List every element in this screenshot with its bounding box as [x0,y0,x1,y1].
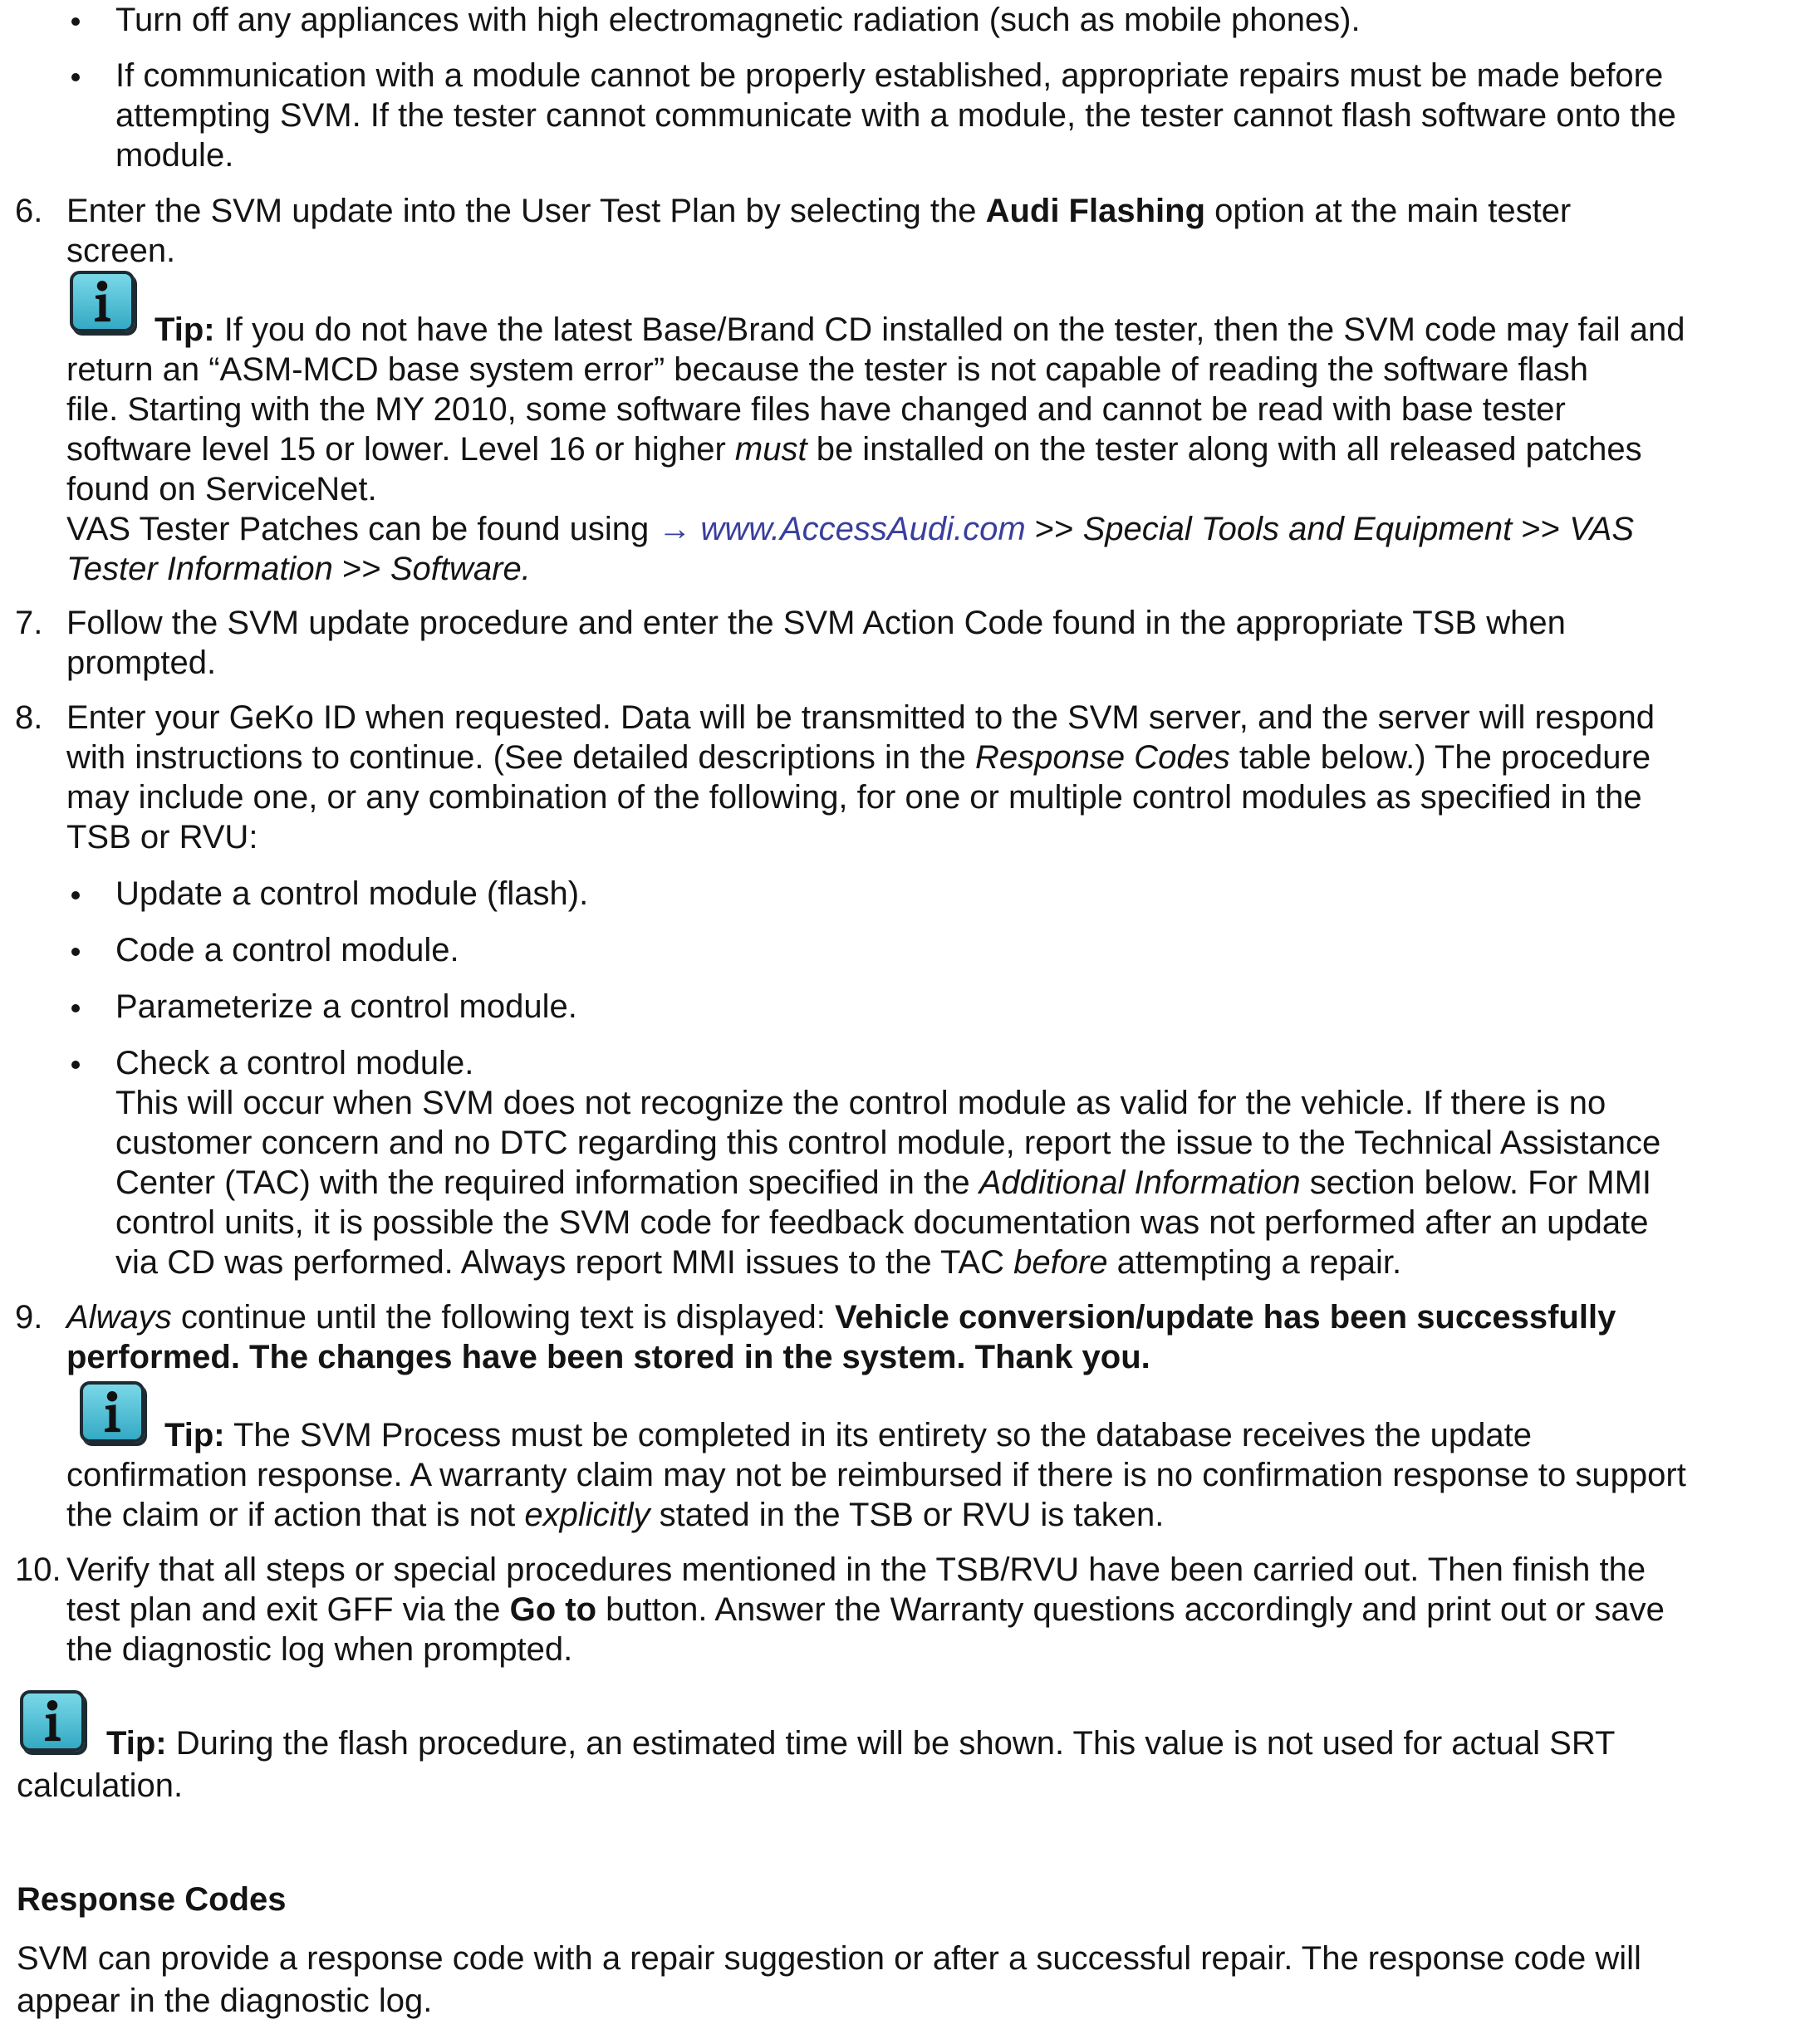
bullet [71,17,80,26]
bullet-text: This will occur when SVM does not recognize the control module as valid for the vehicle. If there is no [115,1085,1606,1121]
step-text: the diagnostic log when prompted. [66,1631,573,1668]
bullet [71,1004,80,1012]
step-text: Enter your GeKo ID when requested. Data will be transmitted to the SVM server, and the server will respond [66,699,1655,736]
step-number: 6. [15,193,43,229]
tip-text: Tip: During the flash procedure, an estimated time will be shown. This value is not used for actual SRT [106,1725,1616,1762]
step-text: with instructions to continue. (See detailed descriptions in the Response Codes table below.) The procedure [66,739,1651,776]
bullet-text: Check a control module. [115,1045,474,1081]
step-text: may include one, or any combination of the following, for one or multiple control modules as specified in the [66,779,1642,816]
tip-text: Tip: The SVM Process must be completed in its entirety so the database receives the update [164,1417,1533,1453]
tip-text: calculation. [17,1767,184,1804]
paragraph: SVM can provide a response code with a repair suggestion or after a successful repair. The response code will [17,1940,1641,1977]
tip-text: VAS Tester Patches can be found using → www.AccessAudi.com >> Special Tools and Equipment >> VAS [66,511,1635,547]
bullet-text: Parameterize a control module. [115,988,577,1025]
step-text: test plan and exit GFF via the Go to button. Answer the Warranty questions accordingly and print out or save [66,1591,1665,1628]
tip-text: Tester Information >> Software. [66,551,531,587]
tip-text: found on ServiceNet. [66,471,377,507]
tip-text: the claim or if action that is not explicitly stated in the TSB or RVU is taken. [66,1497,1165,1533]
bullet-text: If communication with a module cannot be properly established, appropriate repairs must be made before [115,57,1664,94]
bullet [71,891,80,899]
step-number: 8. [15,699,43,736]
bullet-text: customer concern and no DTC regarding this control module, report the issue to the Technical Assistance [115,1125,1661,1161]
bullet [71,1061,80,1069]
bullet [71,73,80,81]
tip-text: return an “ASM-MCD base system error” because the tester is not capable of reading the software flash [66,351,1588,388]
step-text: Verify that all steps or special procedures mentioned in the TSB/RVU have been carried out. Then finish the [66,1551,1646,1588]
tip-text: software level 15 or lower. Level 16 or higher must be installed on the tester along with all released patches [66,431,1642,468]
bullet-text: control units, it is possible the SVM code for feedback documentation was not performed after an update [115,1204,1649,1241]
bullet-text: module. [115,137,234,174]
bullet-text: Update a control module (flash). [115,875,589,912]
step-text: screen. [66,233,176,269]
accessaudi-link[interactable]: → www.AccessAudi.com [658,511,1026,547]
info-icon [70,271,135,332]
tip-text: Tip: If you do not have the latest Base/Brand CD installed on the tester, then the SVM code may fail and [155,311,1685,348]
tip-text: confirmation response. A warranty claim may not be reimbursed if there is no confirmation response to support [66,1457,1686,1493]
bullet-text: Turn off any appliances with high electromagnetic radiation (such as mobile phones). [115,2,1361,38]
step-text: performed. The changes have been stored in the system. Thank you. [66,1339,1150,1375]
step-number: 9. [15,1299,43,1336]
step-text: TSB or RVU: [66,819,258,855]
step-text: Always continue until the following text is displayed: Vehicle conversion/update has been successfully [66,1299,1616,1336]
bullet-text: attempting SVM. If the tester cannot communicate with a module, the tester cannot flash software onto the [115,97,1676,134]
step-number: 7. [15,605,43,641]
section-heading: Response Codes [17,1881,287,1918]
step-number: 10. [15,1551,61,1588]
info-icon [20,1690,85,1752]
step-text: prompted. [66,645,217,681]
tip-text: file. Starting with the MY 2010, some software files have changed and cannot be read with base tester [66,391,1566,428]
paragraph: appear in the diagnostic log. [17,1983,433,2019]
bullet [71,948,80,956]
bullet-text: Center (TAC) with the required information specified in the Additional Information section below. For MMI [115,1164,1652,1201]
bullet-text: via CD was performed. Always report MMI issues to the TAC before attempting a repair. [115,1244,1402,1281]
info-icon [80,1381,145,1443]
bullet-text: Code a control module. [115,932,459,968]
step-text: Follow the SVM update procedure and enter the SVM Action Code found in the appropriate TSB when [66,605,1566,641]
step-text: Enter the SVM update into the User Test Plan by selecting the Audi Flashing option at the main tester [66,193,1572,229]
